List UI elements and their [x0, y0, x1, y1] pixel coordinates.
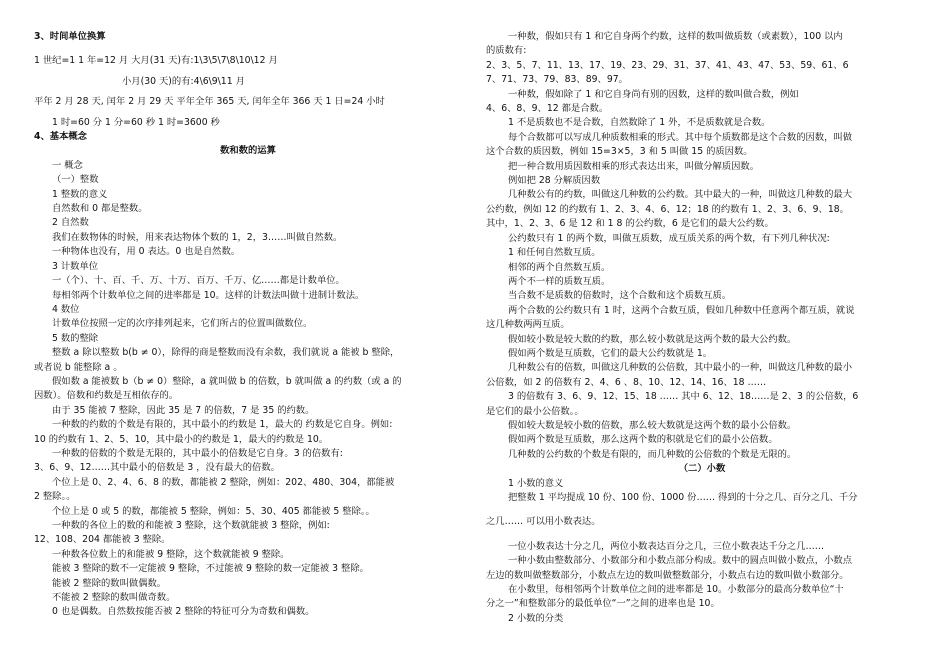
left-text-line: 个位上是 0、2、4、6、8 的数，都能被 2 整除，例如：202、480、304，都能被: [52, 476, 395, 488]
right-text-line: 一种数，假如只有 1 和它自身两个约数，这样的数叫做质数（或素数），100 以内: [508, 31, 843, 42]
left-text-line: 由于 35 能被 7 整除，因此 35 是 7 的倍数，7 是 35 的约数。: [52, 404, 315, 416]
right-column: [486, 30, 918, 626]
right-text-line: 一种小数由整数部分、小数部分和小数点部分构成。数中的圆点叫做小数点，小数点: [508, 555, 852, 567]
right-text-line: 之几…… 可以用小数表达。: [486, 516, 601, 528]
left-text-line: 因数）。倍数和约数是互相依存的。: [34, 390, 179, 402]
right-text-line: 几种数公有的倍数，叫做这几种数的公倍数，其中最小的一种，叫做这几种数的最小: [508, 362, 852, 374]
left-text-line: 一（个）、十、百、千、万、十万、百万、千万、亿……都是计数单位。: [52, 275, 345, 287]
right-text-line: 相邻的两个自然数互质。: [508, 261, 611, 273]
left-text-line: 1 世纪=1 1 年=12 月 大月(31 天)有:1\3\5\7\8\10\12 月: [34, 55, 278, 67]
left-text-line: 数和数的运算: [220, 145, 276, 157]
left-text-line: 或者说 b 能整除 a 。: [34, 361, 123, 373]
right-text-line: 3 的倍数有 3、6、9、12、15、18 …… 其中 6、12、18……是 2、3 的公倍数，6: [508, 391, 859, 403]
right-text-line: 假如两个数是互质数，那么这两个数的积就是它们的最小公倍数。: [508, 434, 778, 446]
left-text-line: 一种数的约数的个数是有限的，其中最小的约数是 1，最大的 约数是它自身。例如:: [52, 419, 393, 431]
left-text-line: 能被 3 整除的数不一定能被 9 整除，不过能被 9 整除的数一定能被 3 整除。: [52, 563, 369, 575]
right-text-line: 例如把 28 分解质因数: [508, 175, 601, 187]
right-text-line: 两个不一样的质数互质。: [508, 275, 611, 287]
left-text-line: 我们在数物体的时候，用来表达物体个数的 1，2，3……叫做自然数。: [52, 231, 343, 243]
left-text-line: 1 整数的意义: [52, 188, 108, 200]
left-text-line: 3、时间单位换算: [34, 31, 106, 42]
right-text-line: 几种数的公约数的个数是有限的，而几种数的公倍数的个数是无限的。: [508, 448, 797, 460]
right-text-line: 每个合数都可以写成几种质数相乘的形式。其中每个质数都是这个合数的因数，叫做: [508, 131, 852, 143]
right-text-line: 这个合数的质因数，例如 15=3×5，3 和 5 叫做 15 的质因数。: [486, 146, 753, 158]
right-text-line: 公倍数，如 2 的倍数有 2、4、6 、8、10、12、14、16、18 ……: [486, 376, 767, 388]
right-text-line: 分之一”和整数部分的最低单位“一”之间的进率也是 10。: [486, 598, 720, 610]
right-text-line: 在小数里，每相邻两个计数单位之间的进率都是 10。小数部分的最高分数单位“十: [508, 584, 844, 596]
left-text-line: 一种数各位数上的和能被 9 整除，这个数就能被 9 整除。: [52, 548, 290, 560]
left-text-line: 一种物体也没有，用 0 表达。0 也是自然数。: [52, 246, 241, 258]
right-text-line: 假如较大数是较小数的倍数，那么较大数就是这两个数的最小公倍数。: [508, 419, 797, 431]
left-text-line: 平年 2 月 28 天, 闰年 2 月 29 天 平年全年 365 天, 闰年全年 366 天 1 日=24 小时: [34, 96, 385, 108]
right-text-line: 两个合数的公约数只有 1 时，这两个合数互质，假如几种数中任意两个都互质，就说: [508, 304, 855, 316]
left-text-line: 小月(30 天)的有:4\6\9\11 月: [122, 75, 245, 87]
left-text-line: 个位上是 0 或 5 的数，都能被 5 整除，例如：5、30、405 都能被 5 整除。。: [52, 505, 375, 517]
right-text-line: 2、3、5、7、11、13、17、19、23、29、31、37、41、43、47、53、59、61、6: [486, 59, 849, 71]
right-text-line: 4、6、8、9、12 都是合数。: [486, 103, 609, 115]
left-text-line: 12、108、204 都能被 3 整除。: [34, 534, 171, 546]
left-text-line: 4、基本概念: [34, 131, 87, 143]
left-text-line: 自然数和 0 都是整数。: [52, 203, 148, 215]
right-text-line: 当合数不是质数的倍数时，这个合数和这个质数互质。: [508, 290, 732, 302]
right-text-line: （二）小数: [678, 463, 726, 475]
right-text-line: 7、71、73、79、83、89、97。: [486, 74, 628, 86]
left-text-line: 整数 a 除以整数 b(b ≠ 0），除得的商是整数而没有余数，我们就说 a 能被 b 整除，: [52, 347, 400, 359]
right-text-line: 一种数，假如除了 1 和它自身尚有别的因数，这样的数叫做合数，例如: [508, 88, 799, 100]
left-text-line: 计数单位按照一定的次序排列起来，它们所占的位置叫做数位。: [52, 318, 313, 330]
right-text-line: 把一种合数用质因数相乘的形式表达出来，叫做分解质因数。: [508, 160, 760, 172]
right-text-line: 把整数 1 平均提成 10 份、100 份、1000 份…… 得到的十分之几、百分之几、千分: [508, 492, 858, 503]
right-text-line: 假如两个数是互质数，它们的最大公约数就是 1。: [508, 347, 713, 359]
right-text-line: 是它们的最小公倍数。。: [486, 405, 584, 417]
right-text-line: 的质数有:: [486, 45, 527, 57]
left-text-line: 一种数的各位上的数的和能被 3 整除，这个数就能被 3 整除，例如:: [52, 520, 330, 531]
left-text-line: 0 也是偶数。自然数按能否被 2 整除的特征可分为奇数和偶数。: [52, 606, 315, 618]
left-text-line: 2 自然数: [52, 217, 89, 229]
left-text-line: 10 的约数有 1、2、5、10，其中最小的约数是 1，最大的约数是 10。: [34, 433, 329, 445]
left-text-line: 每相邻两个计数单位之间的进率都是 10。这样的计数法叫做十进制计数法。: [52, 289, 365, 301]
right-text-line: 1 小数的意义: [508, 477, 564, 489]
right-text-line: 公约数，例如 12 的约数有 1、2、3、4、6、12；18 的约数有 1、2、3、6、9、18。: [486, 203, 849, 215]
right-text-line: 一位小数表达十分之几，两位小数表达百分之几，三位小数表达千分之几……: [508, 540, 825, 552]
right-text-line: 公约数只有 1 的两个数，叫做互质数，成互质关系的两个数，有下列几种状况:: [508, 232, 830, 244]
left-text-line: 能被 2 整除的数叫做偶数。: [52, 577, 167, 589]
right-text-line: 1 不是质数也不是合数，自然数除了 1 外，不是质数就是合数。: [508, 117, 771, 129]
left-text-line: 假如数 a 能被数 b（b ≠ 0）整除，a 就叫做 b 的倍数，b 就叫做 a 的约数（或 a 的: [52, 375, 402, 387]
right-text-line: 几种数公有的约数，叫做这几种数的公约数。其中最大的一种，叫做这几种数的最大: [508, 189, 852, 201]
right-text-line: 2 小数的分类: [508, 612, 564, 624]
left-text-line: 4 数位: [52, 303, 80, 315]
left-text-line: 一 概念: [52, 159, 83, 171]
right-text-line: 其中，1、2、3、6 是 12 和 1 8 的公约数，6 是它们的最大公约数。: [486, 218, 774, 230]
left-column: [34, 30, 462, 620]
right-text-line: 左边的数叫做整数部分，小数点左边的数叫做整数部分，小数点右边的数叫做小数部分。: [486, 569, 849, 581]
right-text-line: 这几种数两两互质。: [486, 319, 570, 331]
left-text-line: 1 时=60 分 1 分=60 秒 1 时=3600 秒: [52, 116, 220, 128]
left-text-line: 3、6、9、12……其中最小的倍数是 3 ，没有最大的倍数。: [34, 462, 280, 474]
left-text-line: 不能被 2 整除的数叫做奇数。: [52, 592, 176, 604]
right-text-line: 1 和任何自然数互质。: [508, 247, 601, 259]
right-text-line: 假如较小数是较大数的约数，那么较小数就是这两个数的最大公约数。: [508, 333, 797, 345]
left-text-line: 2 整除。。: [34, 491, 76, 503]
left-text-line: 5 数的整除: [52, 332, 99, 344]
left-text-line: 一种数的倍数的个数是无限的，其中最小的倍数是它自身。3 的倍数有:: [52, 447, 343, 459]
left-text-line: （一）整数: [52, 174, 99, 186]
left-text-line: 3 计数单位: [52, 260, 99, 272]
